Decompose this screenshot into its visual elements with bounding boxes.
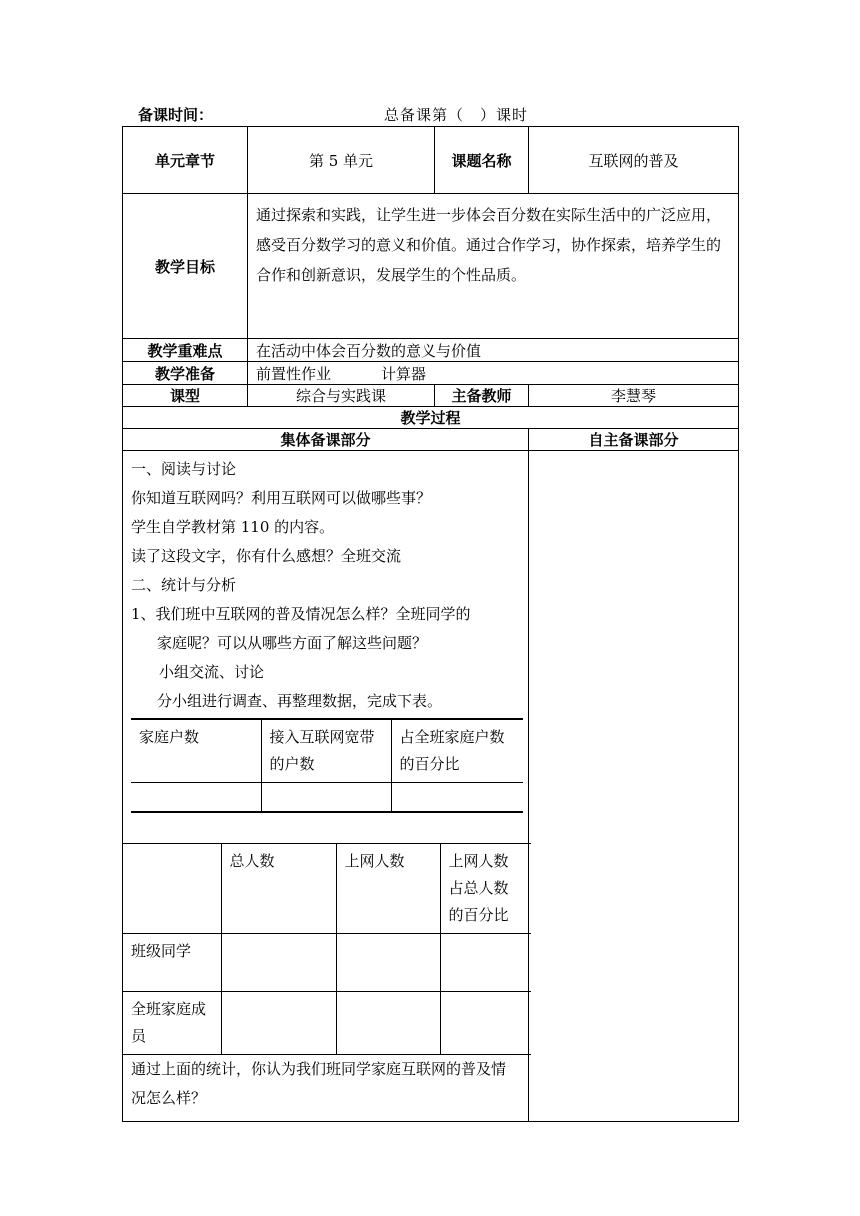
- text-line: 二、统计与分析: [131, 576, 237, 594]
- table-header: 上网人数: [336, 844, 440, 934]
- closing-question: [131, 1055, 520, 1113]
- text-line: 分小组进行调查、再整理数据，完成下表。: [157, 692, 443, 710]
- collective-label: 集体备课部分: [123, 429, 529, 451]
- table-cell: [391, 783, 523, 813]
- table-cell: [221, 992, 336, 1055]
- table-cell: [261, 783, 391, 813]
- row-label: 班级同学: [123, 934, 221, 992]
- table-header: 上网人数占总人数的百分比: [440, 844, 531, 934]
- table-header: 家庭户数: [131, 719, 261, 783]
- table-cell: [221, 934, 336, 992]
- key-label: 教学重难点: [123, 339, 248, 362]
- process-title: 教学过程: [123, 407, 739, 429]
- closing-text: 通过上面的统计，你认为我们班同学家庭互联网的普及情况怎么样？: [131, 1060, 507, 1107]
- total-lesson-label: 总备课第（ ）课时: [384, 106, 529, 124]
- text-line: 学生自学教材第 110 的内容。: [131, 518, 335, 536]
- text-line: 读了这段文字，你有什么感想？全班交流: [131, 547, 402, 565]
- objective-value: 通过探索和实践，让学生进一步体会百分数在实际生活中的广泛应用，感受百分数学习的意义和价值。通过合作学习，协作探索，培养学生的合作和创新意识，发展学生的个性品质。: [248, 194, 739, 339]
- table-cell: [336, 934, 440, 992]
- row-label: 全班家庭成员: [123, 992, 221, 1055]
- teacher-label: 主备教师: [435, 385, 529, 407]
- prep-label: 教学准备: [123, 362, 248, 385]
- collective-content: [123, 451, 529, 1122]
- text-line: 1、我们班中互联网的普及情况怎么样？全班同学的: [131, 605, 471, 623]
- table-cell: [131, 783, 261, 813]
- self-label: 自主备课部分: [529, 429, 739, 451]
- prep-value: [248, 362, 739, 385]
- objective-label: 教学目标: [123, 194, 248, 339]
- prep-value-2: 计算器: [381, 364, 427, 383]
- text-line: 一、阅读与讨论: [131, 460, 237, 478]
- table-header: 总人数: [221, 844, 336, 934]
- text-line: 你知道互联网吗？利用互联网可以做哪些事？: [131, 489, 432, 507]
- self-prep-area: [529, 451, 739, 1122]
- table-header: 占全班家庭户数的百分比: [399, 728, 505, 773]
- prep-value-1: 前置性作业: [256, 364, 332, 383]
- topic-label: 课题名称: [435, 127, 529, 194]
- type-label: 课型: [123, 385, 248, 407]
- table-cell: [336, 992, 440, 1055]
- table-header: 接入互联网宽带的户数: [261, 719, 391, 783]
- table-cell: [440, 992, 531, 1055]
- internet-users-table: [123, 843, 531, 1055]
- household-table: [131, 718, 523, 813]
- table-header: [123, 844, 221, 934]
- table-cell: [440, 934, 531, 992]
- text-line: 家庭呢？可以从哪些方面了解这些问题？: [157, 634, 428, 652]
- teacher-value: 李慧琴: [529, 385, 739, 407]
- key-value: 在活动中体会百分数的意义与价值: [248, 339, 739, 362]
- unit-value: 第 5 单元: [248, 127, 435, 194]
- lesson-plan-table: [122, 126, 739, 1122]
- unit-label: 单元章节: [123, 127, 248, 194]
- topic-value: 互联网的普及: [529, 127, 739, 194]
- text-line: 小组交流、讨论: [159, 663, 265, 681]
- type-value: 综合与实践课: [248, 385, 435, 407]
- prep-time-label: 备课时间：: [138, 106, 214, 124]
